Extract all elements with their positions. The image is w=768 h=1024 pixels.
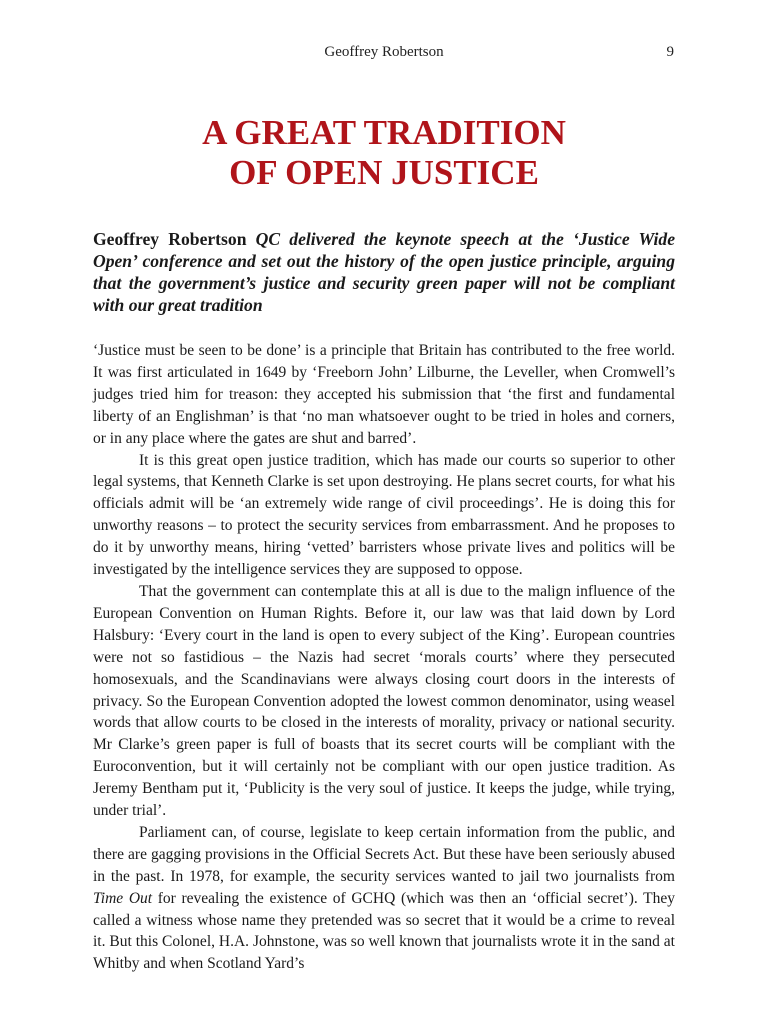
standfirst <box>93 228 675 316</box>
body-paragraph-4-part-2: for revealing the existence of GCHQ (which was then an ‘official secret’). They called a witness whose name they pretended was so secret that it would be a crime to reveal it. But this Colonel, H.A. Johnstone, was so well known that journalists wrote it in the sand at Whitby and when Scotland Yard’s <box>93 889 675 973</box>
standfirst-author-name: Geoffrey Robertson <box>93 229 247 249</box>
running-head-author: Geoffrey Robertson <box>324 44 444 60</box>
body-paragraph-2: It is this great open justice tradition, which has made our courts so superior to other legal systems, that Kenneth Clarke is set upon destroying. He plans secret courts, for what his officials admit will be ‘an extremely wide range of civil proceedings’. He is doing this for unworthy reasons – to protect the security services from embarrassment. And he proposes to do it by unworthy means, hiring ‘vetted’ barristers whose private lives and politics will be investigated by the intelligence services they are supposed to oppose. <box>93 451 675 579</box>
article-title-line-2: OF OPEN JUSTICE <box>229 153 539 192</box>
publication-title-time-out: Time Out <box>93 889 153 907</box>
article-body <box>93 340 675 975</box>
article-title-line-1: A GREAT TRADITION <box>202 113 566 152</box>
article-title <box>0 113 768 193</box>
page-number: 9 <box>666 44 674 60</box>
standfirst-text: QC delivered the keynote speech at the ‘Justice Wide Open’ conference and set out the history of the open justice principle, arguing that the government’s justice and security green paper will not be compliant with our great tradition <box>93 229 675 315</box>
body-paragraph-1: ‘Justice must be seen to be done’ is a principle that Britain has contributed to the free world. It was first articulated in 1649 by ‘Freeborn John’ Lilburne, the Leveller, when Cromwell’s judges tried him for treason: they accepted his submission that ‘the first and fundamental liberty of an Englishman’ is that ‘no man whatsoever ought to be tried in holes and corners, or in any place where the gates are shut and barred’. <box>93 342 675 447</box>
body-paragraph-3: That the government can contemplate this at all is due to the malign influence of the European Convention on Human Rights. Before it, our law was that laid down by Lord Halsbury: ‘Every court in the land is open to every subject of the King’. European countries were not so fastidious – the Nazis had secret ‘morals courts’ where they persecuted homosexuals, and the Scandinavians were always closing court doors in the interests of privacy. So the European Convention adopted the lowest common denominator, using weasel words that allow courts to be closed in the interests of morality, privacy or national security. Mr Clarke’s green paper is full of boasts that its secret courts will be compliant with the Euroconvention, but it will certainly not be compliant with our open justice tradition. As Jeremy Bentham put it, ‘Publicity is the very soul of justice. It keeps the judge, while trying, under trial’. <box>93 582 675 820</box>
body-paragraph-4-part-1: Parliament can, of course, legislate to keep certain information from the public, and there are gagging provisions in the Official Secrets Act. But these have been seriously abused in the past. In 1978, for example, the security services wanted to jail two journalists from <box>93 823 675 885</box>
body-paragraph-4 <box>93 822 675 975</box>
